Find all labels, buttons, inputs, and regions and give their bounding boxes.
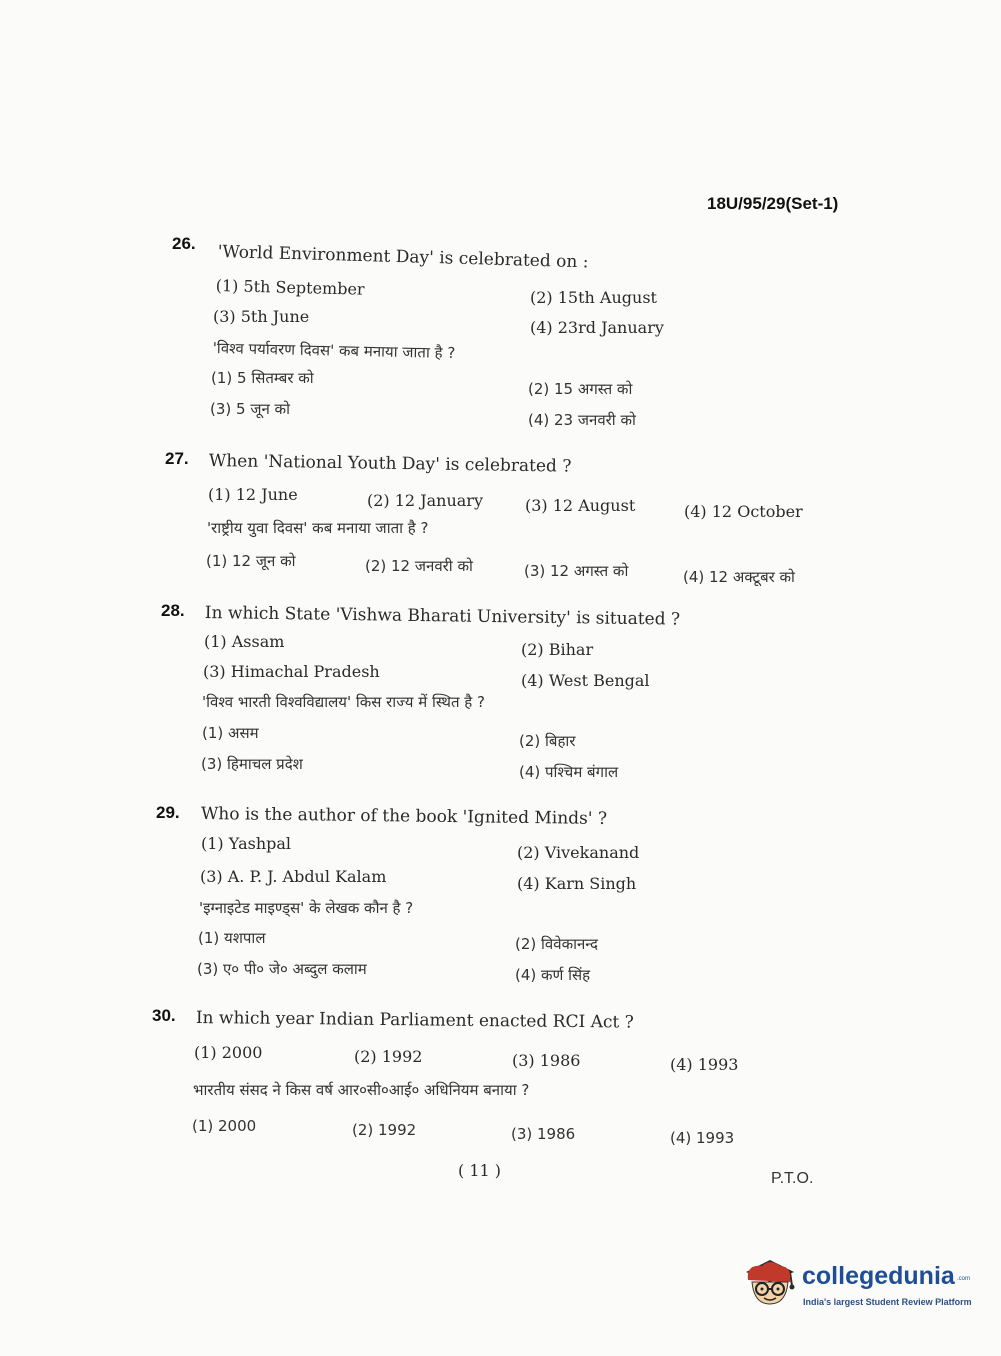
option-hi: (4) 1993 bbox=[670, 1129, 735, 1147]
question-text-hi: 'विश्व भारती विश्वविद्यालय' किस राज्य में स्थित है ? bbox=[202, 693, 485, 711]
student-mascot-icon bbox=[742, 1252, 800, 1310]
option-hi: (1) यशपाल bbox=[198, 929, 266, 947]
option-en: (2) Bihar bbox=[521, 640, 594, 659]
pto-label: P.T.O. bbox=[771, 1170, 814, 1187]
option-hi: (2) 12 जनवरी को bbox=[365, 557, 473, 575]
question-text-en: Who is the author of the book 'Ignited Minds' ? bbox=[200, 804, 608, 829]
option-en: (4) Karn Singh bbox=[517, 874, 637, 893]
question-text-hi: भारतीय संसद ने किस वर्ष आर०सी०आई० अधिनियम बनाया ? bbox=[193, 1081, 530, 1099]
option-en: (2) 15th August bbox=[530, 288, 657, 307]
option-en: (2) 12 January bbox=[367, 491, 483, 510]
option-en: (3) 5th June bbox=[213, 307, 310, 326]
option-hi: (2) बिहार bbox=[519, 732, 576, 750]
option-en: (3) 12 August bbox=[525, 496, 636, 515]
question-text-en: When 'National Youth Day' is celebrated ? bbox=[208, 451, 572, 477]
question-number: 27. bbox=[165, 449, 189, 468]
option-hi: (1) असम bbox=[202, 724, 259, 742]
question-number: 28. bbox=[161, 601, 185, 620]
option-en: (1) 5th September bbox=[215, 276, 365, 299]
question-text-en: In which State 'Vishwa Bharati University' is situated ? bbox=[204, 603, 681, 630]
option-hi: (4) कर्ण सिंह bbox=[515, 966, 591, 984]
option-hi: (4) 23 जनवरी को bbox=[528, 411, 636, 429]
option-hi: (3) 1986 bbox=[511, 1125, 576, 1143]
option-en: (4) 12 October bbox=[684, 502, 803, 521]
option-en: (3) 1986 bbox=[512, 1051, 581, 1070]
option-hi: (1) 2000 bbox=[192, 1117, 257, 1135]
question-number: 29. bbox=[156, 803, 180, 822]
option-hi: (3) ए० पी० जे० अब्दुल कलाम bbox=[197, 960, 367, 978]
option-hi: (2) 15 अगस्त को bbox=[528, 380, 633, 398]
paper-code: 18U/95/29(Set-1) bbox=[707, 194, 839, 213]
option-en: (1) 2000 bbox=[194, 1043, 263, 1062]
option-hi: (2) विवेकानन्द bbox=[515, 935, 598, 953]
question-text-hi: 'विश्व पर्यावरण दिवस' कब मनाया जाता है ? bbox=[212, 338, 456, 363]
logo-domain: .com bbox=[957, 1276, 971, 1282]
option-en: (1) Assam bbox=[204, 632, 285, 651]
logo-tagline: India's largest Student Review Platform bbox=[803, 1297, 972, 1307]
page-number: ( 11 ) bbox=[458, 1161, 502, 1180]
option-en: (3) Himachal Pradesh bbox=[203, 662, 380, 681]
question-number: 26. bbox=[172, 234, 196, 253]
option-en: (4) West Bengal bbox=[521, 671, 650, 690]
option-hi: (4) पश्चिम बंगाल bbox=[519, 763, 619, 781]
option-en: (2) 1992 bbox=[354, 1047, 423, 1066]
option-hi: (4) 12 अक्टूबर को bbox=[683, 568, 795, 586]
logo-wordmark: collegedunia bbox=[802, 1262, 955, 1290]
option-en: (4) 1993 bbox=[670, 1055, 739, 1074]
option-en: (1) Yashpal bbox=[201, 834, 292, 853]
question-text-hi: 'इग्नाइटेड माइण्ड्स' के लेखक कौन है ? bbox=[199, 899, 414, 917]
question-text-en: 'World Environment Day' is celebrated on : bbox=[217, 242, 589, 273]
option-hi: (1) 5 सितम्बर को bbox=[211, 369, 314, 387]
option-hi: (1) 12 जून को bbox=[206, 552, 296, 570]
question-text-hi: 'राष्ट्रीय युवा दिवस' कब मनाया जाता है ? bbox=[207, 519, 429, 537]
option-en: (3) A. P. J. Abdul Kalam bbox=[200, 867, 387, 886]
option-en: (2) Vivekanand bbox=[517, 843, 640, 862]
option-hi: (3) हिमाचल प्रदेश bbox=[201, 755, 303, 773]
option-en: (4) 23rd January bbox=[530, 318, 664, 337]
question-number: 30. bbox=[152, 1006, 176, 1025]
option-hi: (3) 5 जून को bbox=[210, 400, 290, 418]
question-text-en: In which year Indian Parliament enacted RCI Act ? bbox=[195, 1008, 634, 1033]
option-hi: (2) 1992 bbox=[352, 1121, 417, 1139]
option-hi: (3) 12 अगस्त को bbox=[524, 562, 629, 580]
option-en: (1) 12 June bbox=[208, 485, 298, 504]
